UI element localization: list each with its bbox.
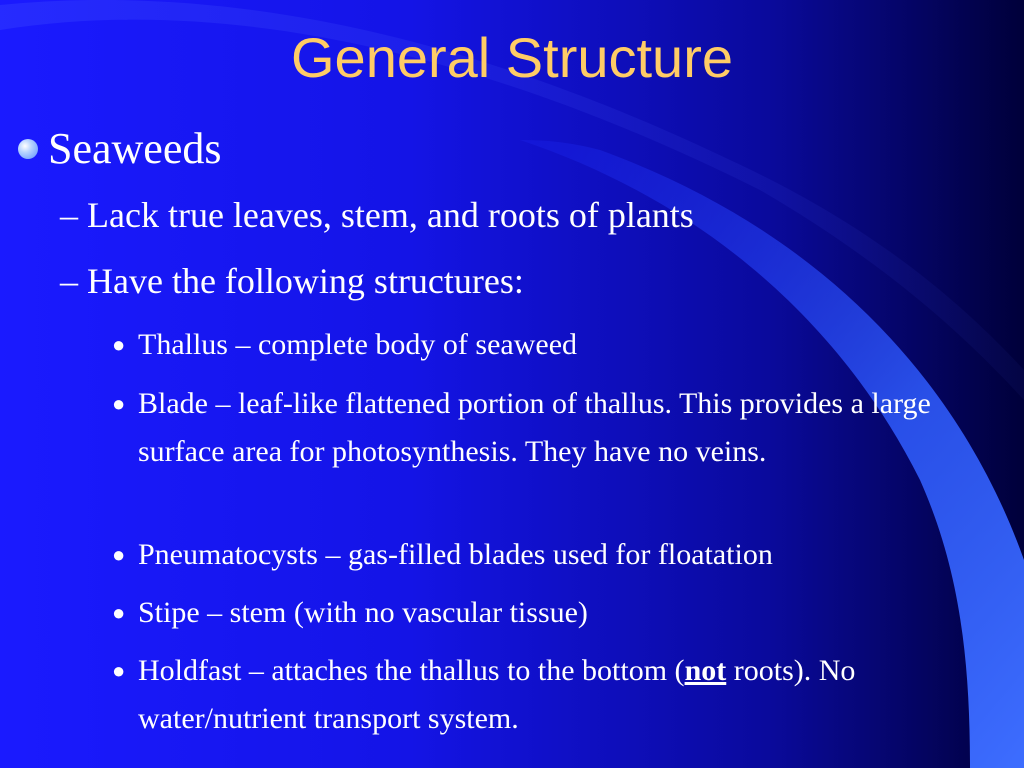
- holdfast-text-after: roots). No water/nutrient transport system.: [138, 654, 856, 735]
- level2-bullet: [60, 262, 524, 302]
- level2-bullet: [60, 196, 694, 236]
- small-dot-bullet: ●: [112, 600, 126, 625]
- slide-title: General Structure: [291, 26, 733, 89]
- level3-text: Thallus – complete body of seaweed: [138, 328, 578, 361]
- level3-bullet: [112, 589, 1012, 637]
- level3-text: Pneumatocysts – gas-filled blades used for floatation: [138, 538, 773, 571]
- level1-bullet: [18, 125, 222, 173]
- level1-text: Seaweeds: [48, 124, 222, 173]
- small-dot-bullet: ●: [112, 658, 126, 683]
- level3-text: Blade – leaf-like flattened portion of thallus. This provides a large surface area for photosynthesis. They have no veins.: [138, 387, 931, 468]
- level3-text: Stipe – stem (with no vascular tissue): [138, 596, 588, 629]
- level3-text: [138, 647, 928, 743]
- level3-bullet: [112, 647, 1012, 743]
- level2-text: Have the following structures:: [87, 261, 524, 301]
- holdfast-text-before: Holdfast – attaches the thallus to the bottom (: [138, 654, 685, 687]
- not-emphasis: not: [684, 654, 727, 687]
- level3-bullet: [112, 321, 1012, 369]
- level3-bullet: [112, 531, 1012, 579]
- small-dot-bullet: ●: [112, 542, 126, 567]
- dash-bullet: –: [60, 261, 78, 301]
- dash-bullet: –: [60, 195, 78, 235]
- level2-text: Lack true leaves, stem, and roots of plants: [87, 195, 694, 235]
- small-dot-bullet: ●: [112, 391, 126, 416]
- small-dot-bullet: ●: [112, 332, 126, 357]
- level3-bullet: [112, 380, 1012, 476]
- circle-bullet-icon: [18, 139, 38, 159]
